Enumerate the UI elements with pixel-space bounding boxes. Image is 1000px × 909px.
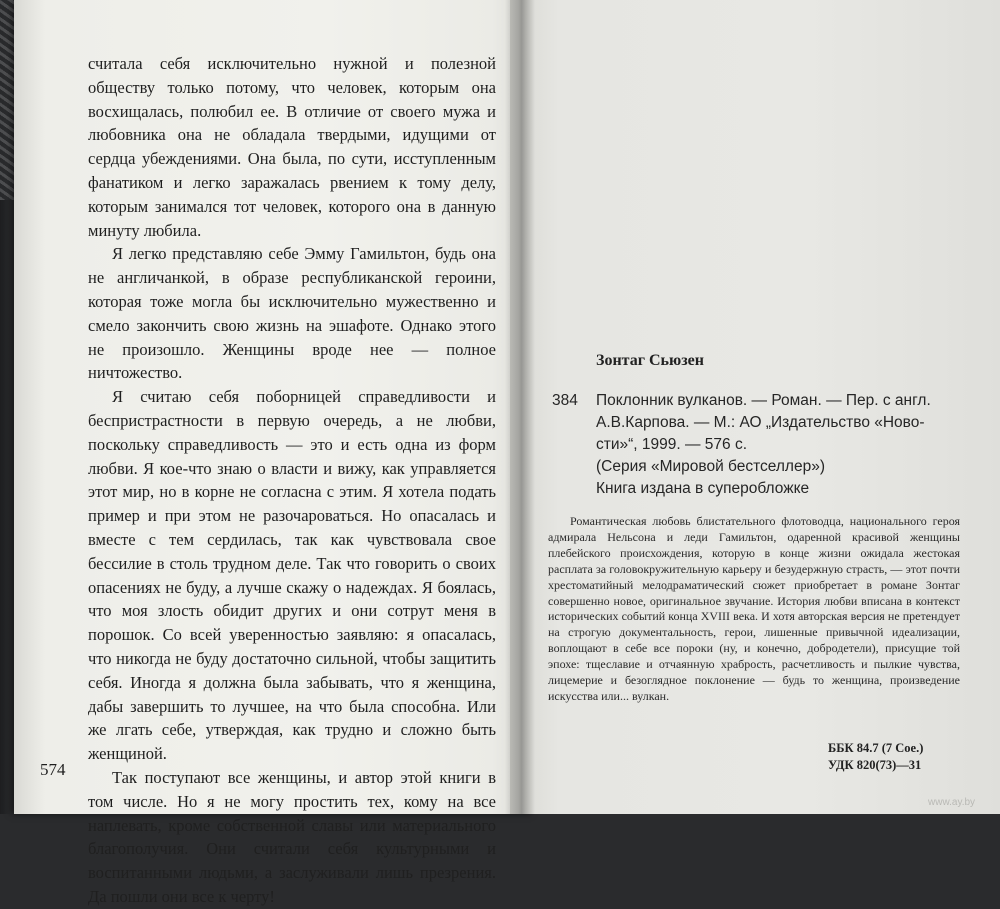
catalog-line: сти»“, 1999. — 576 с. xyxy=(596,436,748,453)
book-gutter-shadow xyxy=(505,0,535,814)
catalog-line: Книга издана в суперобложке xyxy=(596,480,810,497)
catalog-line: А.В.Карпова. — М.: АО „Издательство «Ново- xyxy=(596,414,925,431)
author-name: Зонтаг Сьюзен xyxy=(596,352,704,369)
catalog-number: 384 xyxy=(552,392,578,409)
catalog-line: (Серия «Мировой бестселлер») xyxy=(596,458,825,475)
annotation-text: Романтическая любовь блистательного флотоводца, национального героя адмирала Нельсона и леди Гамильтон, одаренной красивой женщины плебейского происхождения, которую в конце жизни ожидала жестокая расплата за головокружительную карьеру и безудержную страсть, — этот почти хрестоматийный мелодраматический сюжет приобретает в романе Зонтаг совершенно новое, оригинальное звучание. История любви вписана в контекст исторических событий конца XVIII века. И хотя авторская версия не претендует на строгую документальность, герои, лишенные привычной идеализации, воплощают в себе все пороки (ну, и конечно, добродетели), присущие той эпохе: тщеславие и отчаянную храбрость, расчетливость и пылкие чувства, лицемерие и безоглядное поклонение — будь то женщина, произведение искусства или... вулкан. xyxy=(548,514,960,703)
bbk-code: ББК 84.7 (7 Сое.) xyxy=(828,741,924,755)
page-number: 574 xyxy=(40,760,66,779)
paragraph: Я легко представляю себе Эмму Гамильтон, будь она не англичанкой, в образе республиканской героини, которая тоже могла бы исключительно мужественно и смело закончить свою жизнь на эшафоте. Однако этого не произошло. Женщины вроде нее — полное ничтожество. xyxy=(88,244,496,383)
watermark: www.ay.by xyxy=(928,797,976,808)
paragraph: Я считаю себя поборницей справедливости и беспристрастности в первую очередь, а не любви, поскольку справедливость — это и есть одна из форм любви. Я кое-что знаю о власти и вижу, как управляется этот мир, но в корне не согласна с этим. Я хотела подать пример и при этом не разочароваться. Но опасалась и вместе с тем сердилась, так как чувствовала свое бессилие в столь трудном деле. Так что говорить о своих опасениях не буду, а лучше скажу о надеждах. Я боялась, что моя злость обидит других и они сотрут меня в порошок. Со всей уверенностью заявляю: я опасалась, что никогда не буду достаточно сильной, чтобы защитить себя. Иногда я должна была забывать, что я женщина, дабы завершить то лучшее, на что была способна. Или же лгать себе, утверждая, как трудно и сложно быть женщиной. xyxy=(88,387,496,764)
left-page-body-text xyxy=(88,52,496,909)
catalog-entry xyxy=(552,390,964,500)
paragraph: Так поступают все женщины, и автор этой книги в том числе. Но я не могу простить тех, кому на все наплевать, кроме собственной славы или материального благополучия. Они считали себя культурными и воспитанными людьми, а заслуживали лишь презрения. Да пошли они все к черту! xyxy=(88,767,496,906)
udk-code: УДК 820(73)—31 xyxy=(828,758,922,772)
book-annotation xyxy=(548,514,960,705)
classification-codes xyxy=(828,740,968,774)
paragraph: считала себя исключительно нужной и полезной обществу только потому, что человек, которым она восхищалась, полюбил ее. В отличие от своего мужа и любовника она не обладала твердыми, идущими от сердца убеждениями. Она была, по сути, исступленным фанатиком и легко заражалась рвением к тому делу, которым занимался тот человек, которого она в данную минуту любила. xyxy=(88,54,496,240)
catalog-description xyxy=(596,390,964,500)
catalog-line: Поклонник вулканов. — Роман. — Пер. с англ. xyxy=(596,392,931,409)
